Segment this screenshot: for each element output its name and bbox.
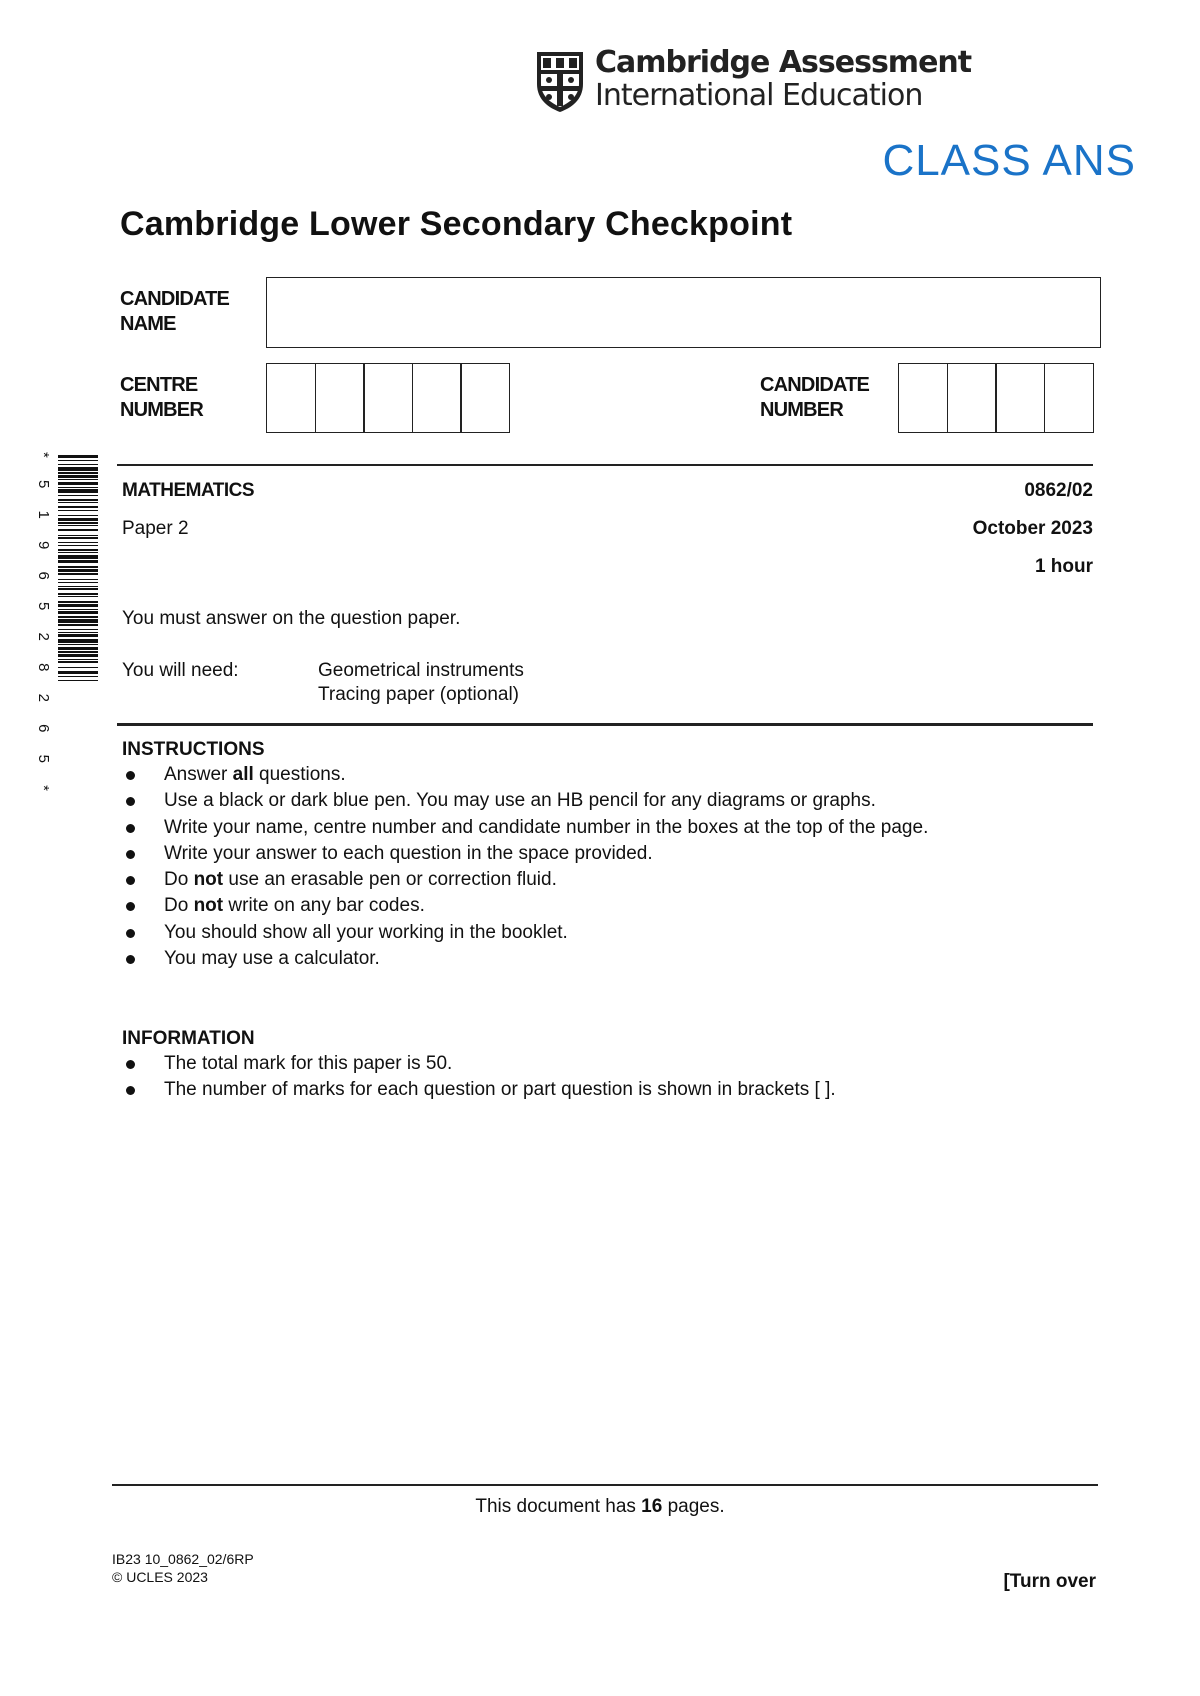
- cambridge-crest-logo: [535, 50, 585, 114]
- barcode-bar: [58, 676, 98, 677]
- barcode-bar: [58, 680, 98, 681]
- information-list: [122, 1051, 836, 1104]
- label-line: NAME: [120, 313, 176, 335]
- barcode-bar: [58, 475, 98, 478]
- digit-box[interactable]: [1044, 363, 1094, 433]
- label-line: NUMBER: [760, 399, 843, 421]
- bullet-icon: [126, 1086, 135, 1095]
- instructions-heading: INSTRUCTIONS: [122, 739, 265, 760]
- candidate-name-field[interactable]: [266, 277, 1101, 348]
- barcode-bar: [58, 586, 98, 587]
- barcode-bar: [58, 579, 98, 580]
- barcode-bar: [58, 542, 98, 543]
- page-title: Cambridge Lower Secondary Checkpoint: [120, 205, 793, 243]
- candidate-name-label: [120, 287, 229, 337]
- label-line: NUMBER: [120, 399, 203, 421]
- list-item: Answer all questions.: [122, 762, 928, 788]
- barcode-bar: [58, 654, 98, 657]
- digit-box[interactable]: [460, 363, 510, 433]
- barcode-bar: [58, 593, 98, 595]
- barcode-bar: [58, 502, 98, 503]
- list-item: Write your answer to each question in the space provided.: [122, 841, 928, 867]
- bullet-icon: [126, 797, 135, 806]
- barcode-bar: [58, 659, 98, 660]
- barcode-bar: [58, 467, 98, 471]
- barcode-bar: [58, 537, 98, 539]
- digit-box[interactable]: [995, 363, 1045, 433]
- list-item: You should show all your working in the booklet.: [122, 920, 928, 946]
- label-line: CANDIDATE: [120, 288, 230, 310]
- barcode-bar: [58, 489, 98, 493]
- barcode-bar: [58, 667, 98, 668]
- logo-line1: Cambridge Assessment: [595, 45, 972, 80]
- bullet-icon: [126, 929, 135, 938]
- list-item: Use a black or dark blue pen. You may use an HB pencil for any diagrams or graphs.: [122, 788, 928, 814]
- barcode-bar: [58, 624, 98, 626]
- list-item: Do not write on any bar codes.: [122, 893, 928, 919]
- subject: MATHEMATICS: [122, 480, 255, 501]
- need-label: You will need:: [122, 660, 239, 681]
- barcode-bar: [58, 515, 98, 516]
- barcode-bar: [58, 619, 98, 623]
- barcode-bar: [58, 460, 98, 461]
- need-item: Geometrical instruments: [318, 660, 524, 681]
- barcode-bar: [58, 661, 98, 663]
- barcode-bar: [58, 518, 98, 521]
- need-items: [318, 659, 524, 707]
- page-count-pre: This document has: [475, 1496, 642, 1517]
- barcode-bar: [58, 566, 98, 568]
- barcode-bar: [58, 647, 98, 650]
- label-line: CANDIDATE: [760, 374, 870, 396]
- barcode-bar: [58, 616, 98, 618]
- information-heading: INFORMATION: [122, 1028, 255, 1049]
- barcode-bar: [58, 601, 98, 603]
- page-count: 16: [641, 1496, 663, 1517]
- bullet-icon: [126, 1060, 135, 1069]
- digit-box[interactable]: [898, 363, 948, 433]
- digit-box[interactable]: [315, 363, 365, 433]
- barcode-bar: [58, 529, 98, 531]
- session: October 2023: [972, 518, 1093, 539]
- logo-line2: International Education: [595, 78, 923, 113]
- page-count-note: [0, 1495, 1200, 1519]
- bullet-icon: [126, 824, 135, 833]
- centre-number-label: [120, 373, 203, 423]
- barcode-bar: [58, 555, 98, 559]
- candidate-number-label: [760, 373, 869, 423]
- barcode-bar: [58, 472, 98, 474]
- copyright: © UCLES 2023: [112, 1569, 208, 1585]
- barcode-bar: [58, 506, 98, 508]
- barcode-bar: [58, 651, 98, 653]
- barcode-bar: [58, 487, 98, 488]
- barcode-bar: [58, 560, 98, 563]
- barcode-bar: [58, 479, 98, 480]
- bullet-icon: [126, 955, 135, 964]
- barcode-bar: [58, 634, 98, 637]
- barcode: [58, 455, 98, 681]
- paper-number: Paper 2: [122, 518, 189, 539]
- barcode-bar: [58, 639, 98, 643]
- list-item: Do not use an erasable pen or correction fluid.: [122, 867, 928, 893]
- answer-note: You must answer on the question paper.: [122, 608, 461, 629]
- barcode-bar: [58, 596, 98, 597]
- candidate-number-boxes[interactable]: [898, 363, 1094, 433]
- digit-box[interactable]: [947, 363, 997, 433]
- instructions-list: [122, 762, 928, 972]
- barcode-bar: [58, 609, 98, 610]
- barcode-bar: [58, 671, 98, 674]
- barcode-bar: [58, 510, 98, 511]
- list-item: Write your name, centre number and candidate number in the boxes at the top of the page.: [122, 815, 928, 841]
- digit-box[interactable]: [266, 363, 316, 433]
- barcode-bar: [58, 604, 98, 607]
- paper-code: 0862/02: [1024, 480, 1093, 501]
- footer-ref: [112, 1550, 254, 1586]
- need-item: Tracing paper (optional): [318, 684, 520, 705]
- barcode-bar: [58, 545, 98, 546]
- barcode-bar: [58, 632, 98, 633]
- list-item: The number of marks for each question or part question is shown in brackets [ ].: [122, 1077, 836, 1103]
- barcode-bar: [58, 482, 98, 485]
- digit-box[interactable]: [363, 363, 413, 433]
- barcode-bar: [58, 535, 98, 536]
- barcode-bar: [58, 611, 98, 614]
- barcode-bar: [58, 552, 98, 553]
- watermark: CLASS ANS: [882, 136, 1136, 185]
- barcode-bar: [58, 573, 98, 575]
- list-item: The total mark for this paper is 50.: [122, 1051, 836, 1077]
- list-item: You may use a calculator.: [122, 946, 928, 972]
- page-count-post: pages.: [662, 1496, 725, 1517]
- divider: [117, 723, 1093, 726]
- barcode-bar: [58, 629, 98, 630]
- barcode-bar: [58, 644, 98, 645]
- bullet-icon: [126, 902, 135, 911]
- duration: 1 hour: [1034, 556, 1093, 577]
- turn-over: [Turn over: [1003, 1571, 1096, 1592]
- barcode-bar: [58, 455, 98, 458]
- barcode-bar: [58, 464, 98, 465]
- barcode-bar: [58, 588, 98, 590]
- document-ref: IB23 10_0862_02/6RP: [112, 1551, 254, 1567]
- barcode-bar: [58, 549, 98, 551]
- barcode-bar: [58, 522, 98, 524]
- bullet-icon: [126, 771, 135, 780]
- barcode-digits: * 5 1 9 6 5 2 8 2 6 5 *: [35, 452, 52, 800]
- barcode-bar: [58, 495, 98, 496]
- divider: [117, 464, 1093, 466]
- barcode-bar: [58, 569, 98, 572]
- logo-text: [595, 46, 971, 112]
- bullet-icon: [126, 876, 135, 885]
- barcode-bar: [58, 582, 98, 583]
- barcode-bar: [58, 499, 98, 501]
- bullet-icon: [126, 850, 135, 859]
- label-line: CENTRE: [120, 374, 198, 396]
- centre-number-boxes[interactable]: [266, 363, 510, 433]
- digit-box[interactable]: [412, 363, 462, 433]
- barcode-bar: [58, 525, 98, 526]
- footer-divider: [112, 1484, 1098, 1486]
